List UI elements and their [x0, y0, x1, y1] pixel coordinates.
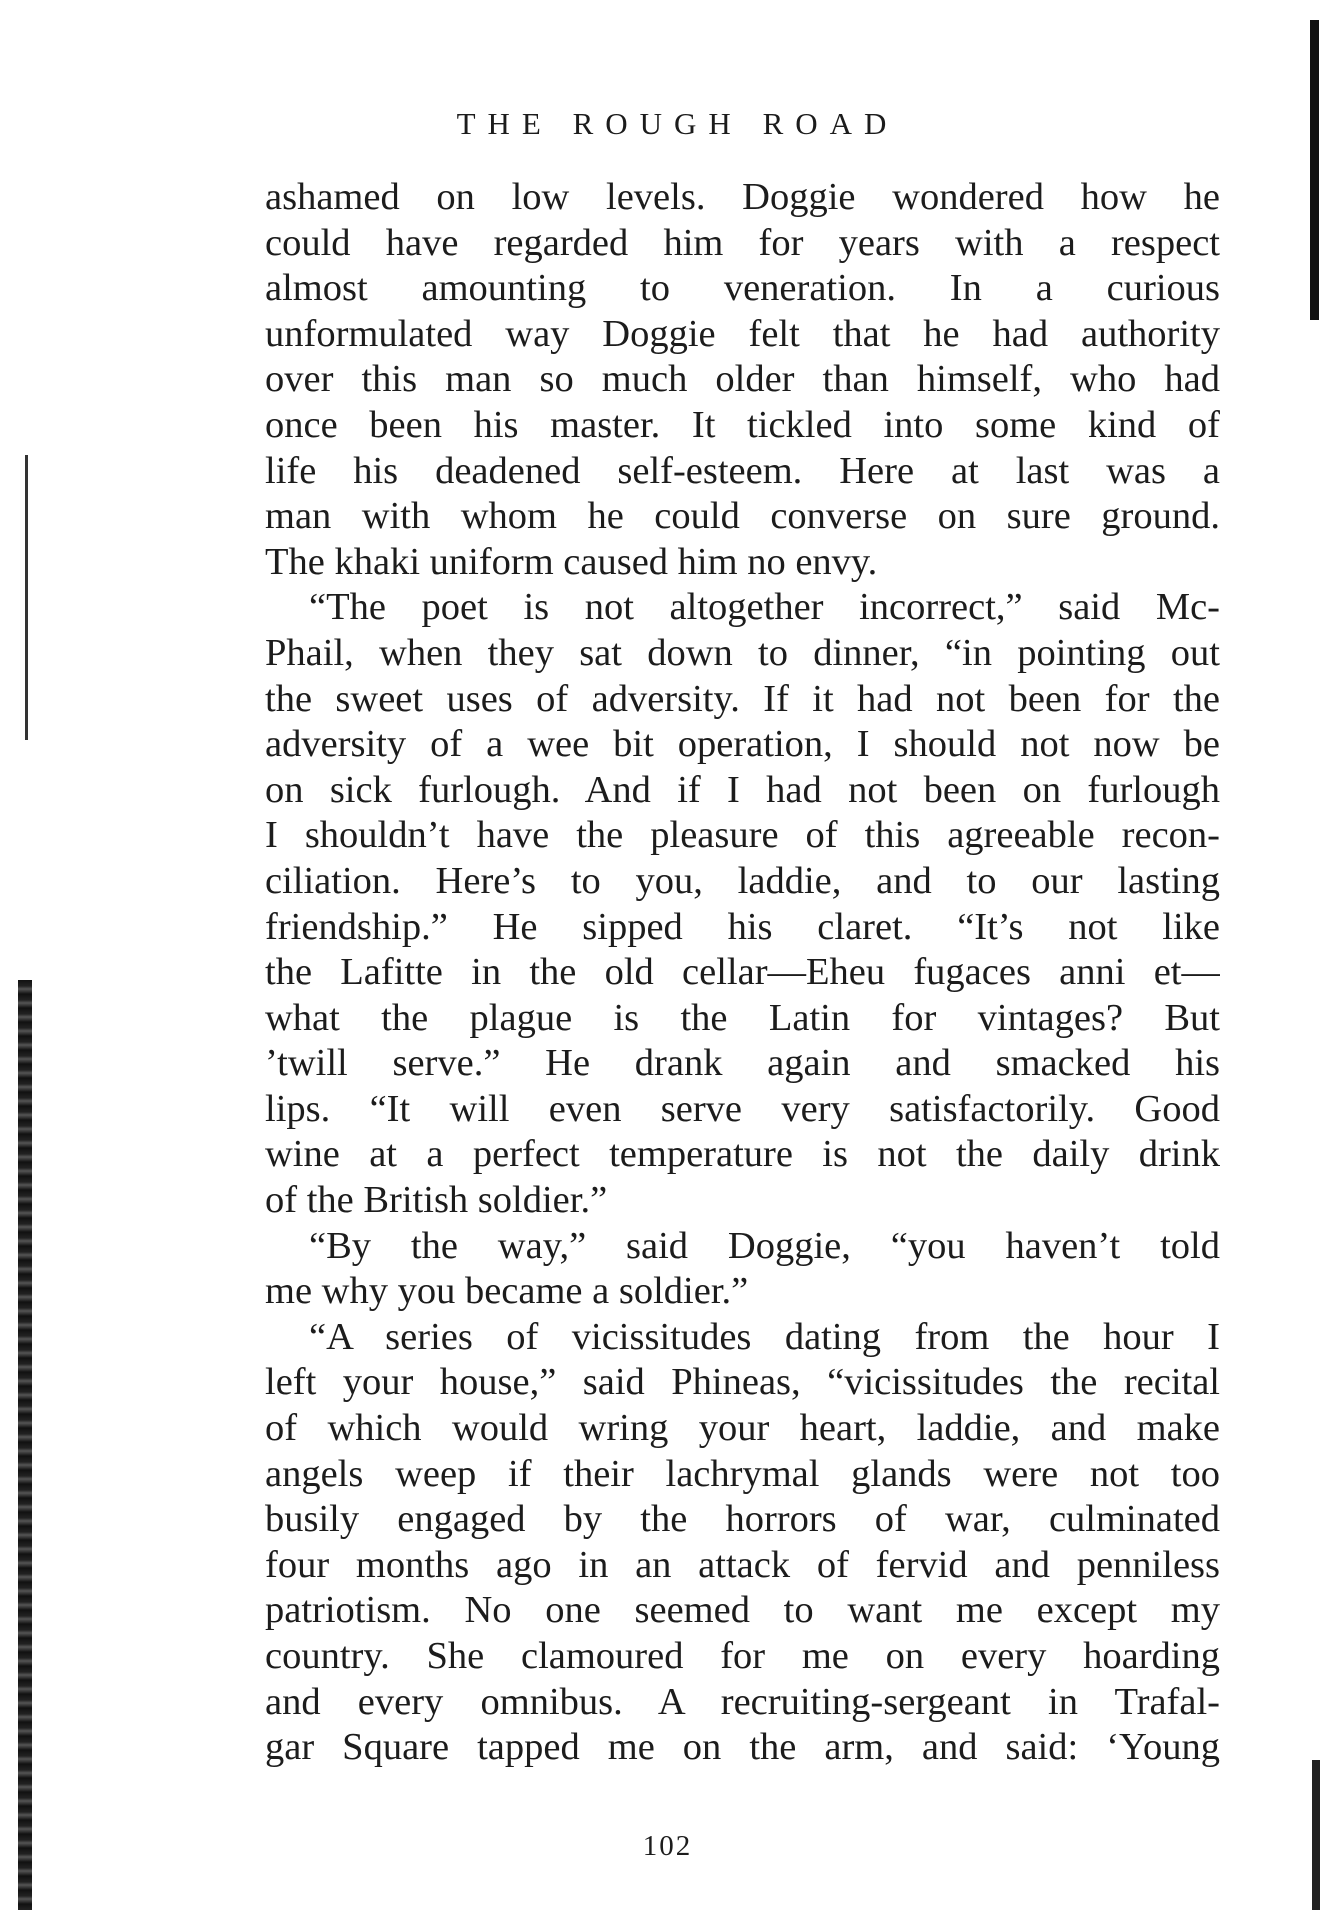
text-line: unformulated way Doggie felt that he had authority	[265, 312, 1220, 355]
text-line: over this man so much older than himself, who had	[265, 358, 1220, 401]
text-line: of the British soldier.”	[265, 1179, 608, 1222]
text-line: country. She clamoured for me on every hoarding	[265, 1635, 1220, 1677]
text-line: what the plague is the Latin for vintages? But	[265, 996, 1220, 1039]
text-line: of which would wring your heart, laddie, and make	[265, 1407, 1220, 1450]
text-line: I shouldn’t have the pleasure of this agreeable recon-	[265, 814, 1220, 857]
body-text	[265, 175, 1220, 1771]
text-line: busily engaged by the horrors of war, culminated	[265, 1498, 1220, 1541]
text-line: ’twill serve.” He drank again and smacked his	[265, 1042, 1220, 1085]
text-line: friendship.” He sipped his claret. “It’s not like	[265, 905, 1220, 948]
text-line: four months ago in an attack of fervid and penniless	[265, 1543, 1220, 1586]
text-line: once been his master. It tickled into some kind of	[265, 403, 1220, 446]
scan-edge-mark	[18, 980, 32, 1910]
text-line: gar Square tapped me on the arm, and said: ‘Young	[265, 1726, 1220, 1769]
page-number: 102	[642, 1830, 693, 1862]
text-line: Phail, when they sat down to dinner, “in pointing out	[265, 631, 1220, 674]
text-line: ciliation. Here’s to you, laddie, and to our lasting	[265, 859, 1220, 902]
text-line: almost amounting to veneration. In a curious	[265, 267, 1220, 310]
running-head: THE ROUGH ROAD	[456, 106, 899, 141]
text-line: left your house,” said Phineas, “vicissitudes the recital	[265, 1361, 1220, 1404]
scan-edge-mark	[1312, 1760, 1320, 1910]
text-line: angels weep if their lachrymal glands were not too	[265, 1452, 1220, 1495]
text-line: lips. “It will even serve very satisfactorily. Good	[265, 1087, 1220, 1130]
text-line: on sick furlough. And if I had not been on furlough	[265, 768, 1220, 811]
text-line: “A series of vicissitudes dating from the hour I	[309, 1315, 1220, 1358]
scan-edge-mark	[25, 455, 28, 740]
text-line: “By the way,” said Doggie, “you haven’t told	[309, 1224, 1220, 1267]
text-line: the sweet uses of adversity. If it had not been for the	[265, 677, 1220, 720]
text-line: patriotism. No one seemed to want me except my	[265, 1589, 1220, 1632]
scan-edge-mark	[1310, 20, 1319, 320]
text-line: The khaki uniform caused him no envy.	[265, 540, 878, 583]
text-line: could have regarded him for years with a respect	[265, 221, 1220, 264]
text-line: life his deadened self-esteem. Here at last was a	[265, 449, 1220, 492]
text-line: ashamed on low levels. Doggie wondered how he	[265, 176, 1220, 218]
text-line: man with whom he could converse on sure ground.	[265, 495, 1220, 538]
text-line: “The poet is not altogether incorrect,” said Mc-	[309, 586, 1220, 629]
text-line: the Lafitte in the old cellar—Eheu fugaces anni et—	[265, 951, 1220, 994]
text-line: wine at a perfect temperature is not the daily drink	[265, 1133, 1220, 1176]
text-line: adversity of a wee bit operation, I should not now be	[265, 723, 1220, 766]
text-line: and every omnibus. A recruiting-sergeant in Trafal-	[265, 1680, 1220, 1723]
text-line: me why you became a soldier.”	[265, 1270, 749, 1313]
